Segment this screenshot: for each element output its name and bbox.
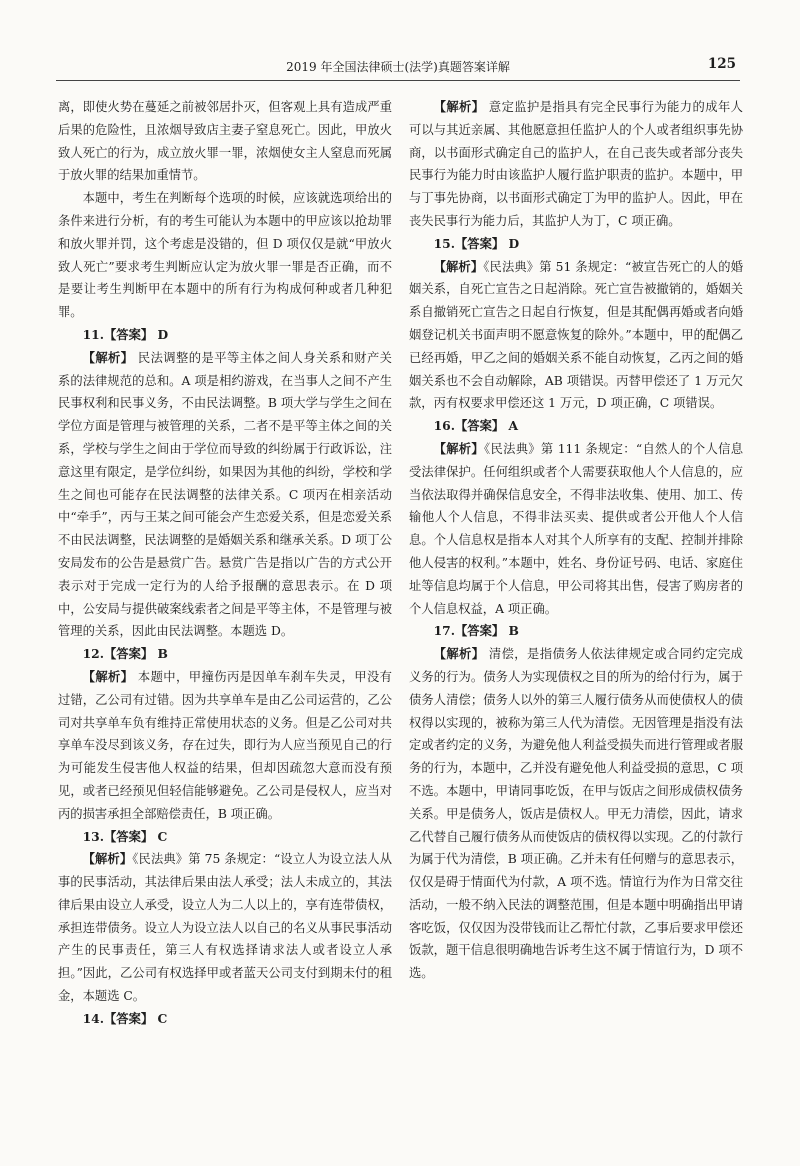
analysis-tag: 【解析】 [433,258,484,274]
answer-line [58,324,392,347]
answer-text: 11.【答案】 D [82,326,169,342]
analysis-paragraph [58,848,392,1008]
analysis-text: 清偿，是指债务人依法律规定或合同约定完成义务的行为。债务人为实现债权之目的所为的给付行为，属于债务人清偿；债务人以外的第三人履行债务从而使债权人的债权得以实现的，被称为第三人代为清偿。无因管理是指没有法定或者约定的义务，为避免他人利益受损失而进行管理或者服务的行为，本题中，乙并没有避免他人利益受损的意思，C 项不选。本题中，甲请同事吃饭，在甲与饭店之间形成债权债务关系。甲是债务人，饭店是债权人。甲无力清偿，因此，请求乙代替自己履行债务从而使饭店的债权得以实现。乙的付款行为属于代为清偿，B 项正确。乙并未有任何赠与的意思表示，仅仅是碍于情面代为付款，A 项不选。情谊行为作为日常交往活动，一般不纳入民法的调整范围，但是本题中明确指出甲请客吃饭，仅仅因为没带钱而让乙帮忙付款，乙事后要求甲偿还饭款，题干信息很明确地告诉考生这不属于情谊行为，D 项不选。 [409,647,743,981]
analysis-tag: 【解析】 [82,668,134,684]
analysis-tag: 【解析】 [433,99,485,114]
analysis-paragraph [409,438,743,620]
page-number: 125 [707,56,736,72]
answer-text: 17.【答案】 B [433,623,519,639]
analysis-tag: 【解析】 [82,851,133,867]
analysis-tag: 【解析】 [433,646,485,662]
answer-text: 15.【答案】 D [433,235,520,251]
right-column [409,96,743,985]
paragraph-text: 离，即使火势在蔓延之前被邻居扑灭，但客观上具有造成严重后果的危险性，且浓烟导致店主妻子窒息死亡。因此，甲放火致人死亡的行为，成立放火罪一罪，浓烟使女主人窒息而死属于放火罪的结果加重情节。 [58,100,392,183]
header-title: 2019 年全国法律硕士(法学)真题答案详解 [286,60,510,74]
answer-line [58,643,392,666]
analysis-paragraph [58,666,392,826]
paragraph-text: 本题中，考生在判断每个选项的时候，应该就选项给出的条件来进行分析，有的考生可能认为本题中的甲应该以抢劫罪和放火罪并罚，这个考虑是没错的，但 D 项仅仅是就“甲放火致人死亡”要求考生判断应认定为放火罪一罪是否正确，而不是要让考生判断甲在本题中的所有行为构成何种或者几种犯罪。 [58,191,392,320]
answer-text: 13.【答案】 C [82,828,168,844]
continued-paragraph [58,96,392,187]
analysis-paragraph [409,256,743,416]
answer-line [409,620,743,643]
left-column [58,96,392,1031]
analysis-text: 本题中，甲撞伤丙是因单车刹车失灵，甲没有过错，乙公司有过错。因为共享单车是由乙公司运营的，乙公司对共享单车负有维持正常使用状态的义务。但是乙公司对共享单车没尽到该义务，存在过失，即行为人应当预见自己的行为可能发生侵害他人权益的结果，但却因疏忽大意而没有预见，或者已经预见但轻信能够避免。乙公司是侵权人，应当对丙的损害承担全部赔偿责任，B 项正确。 [58,669,392,821]
analysis-text: 意定监护是指具有完全民事行为能力的成年人可以与其近亲属、其他愿意担任监护人的个人或者组织事先协商，以书面形式确定自己的监护人，在自己丧失或者部分丧失民事行为能力时由该监护人履行监护职责的监护。本题中，甲与丁事先协商，以书面形式确定丁为甲的监护人。因此，甲在丧失民事行为能力后，其监护人为丁，C 项正确。 [409,100,743,228]
answer-line [409,415,743,438]
answer-text: 12.【答案】 B [82,646,168,662]
paragraph [58,187,392,324]
analysis-paragraph [58,347,392,643]
analysis-text: 民法调整的是平等主体之间人身关系和财产关系的法律规范的总和。A 项是相约游戏，在当事人之间不产生民事权利和民事义务，不由民法调整。B 项大学与学生之间在学位方面是管理与被管理的关系，二者不是平等主体之间的关系，学校与学生之间由于学位而导致的纠纷属于行政诉讼，注意这里有限定，是学位纠纷，如果因为其他的纠纷，学校和学生之间也可能存在民法调整的法律关系。C 项丙在相亲活动中“牵手”，丙与王某之间可能会产生恋爱关系，但是恋爱关系不由民法调整，民法调整的是婚姻关系和继承关系。D 项丁公安局发布的公告是悬赏广告。悬赏广告是指以广告的方式公开表示对于完成一定行为的人给予报酬的意思表示。在 D 项中，公安局与提供破案线索者之间是平等主体，不是管理与被管理的关系，因此由民法调整。本题选 D。 [58,350,392,639]
analysis-text: 《民法典》第 111 条规定：“自然人的个人信息受法律保护。任何组织或者个人需要获取他人个人信息的，应当依法取得并确保信息安全，不得非法收集、使用、加工、传输他人个人信息，不得非法买卖、提供或者公开他人个人信息。个人信息权是指本人对其个人所享有的支配、控制并排除他人侵害的权利。”本题中，姓名、身份证号码、电话、家庭住址等信息均属于个人信息，甲公司将其出售，侵害了购房者的个人信息权益，A 项正确。 [409,441,743,616]
analysis-tag: 【解析】 [433,440,485,456]
answer-line [58,826,392,849]
analysis-paragraph [409,643,743,985]
page-header [56,56,740,81]
answer-text: 16.【答案】 A [433,418,518,434]
analysis-text: 《民法典》第 75 条规定：“设立人为设立法人从事的民事活动，其法律后果由法人承受；法人未成立的，其法律后果由设立人承受，设立人为二人以上的，享有连带债权，承担连带债务。设立人为设立法人以自己的名义从事民事活动产生的民事责任，第三人有权选择请求法人或者设立人承担。”因此，乙公司有权选择甲或者蓝天公司支付到期未付的租金，本题选 C。 [58,852,392,1004]
analysis-tag: 【解析】 [82,349,134,365]
answer-text: 14.【答案】 C [82,1010,168,1026]
analysis-text: 《民法典》第 51 条规定：“被宣告死亡的人的婚姻关系，自死亡宣告之日起消除。死亡宣告被撤销的，婚姻关系自撤销死亡宣告之日起自行恢复，但是其配偶再婚或者向婚姻登记机关书面声明不愿意恢复的除外。”本题中，甲的配偶乙已经再婚，甲乙之间的婚姻关系不能自动恢复，乙丙之间的婚姻关系也不会自动解除，AB 项错误。丙替甲偿还了 1 万元欠款，丙有权要求甲偿还这 1 万元，D 项正确，C 项错误。 [409,259,743,411]
answer-line [409,233,743,256]
analysis-paragraph [409,96,743,233]
answer-line [58,1008,392,1031]
